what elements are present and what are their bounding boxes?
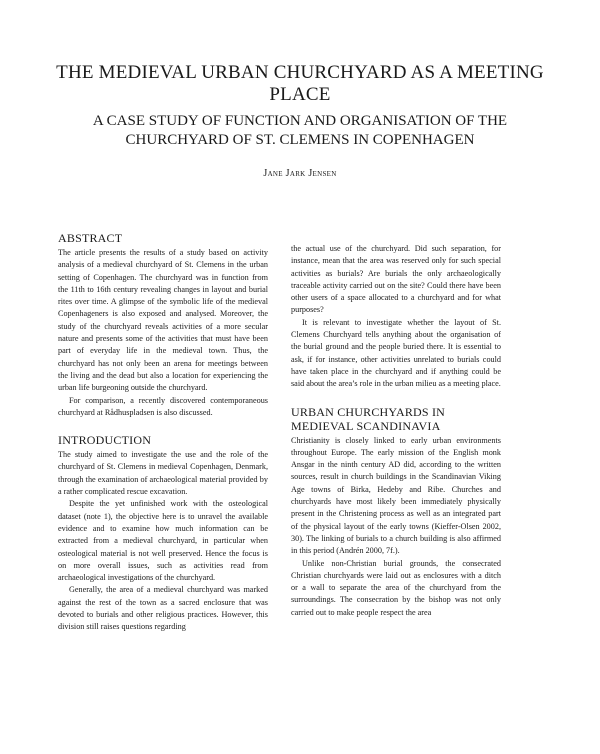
right-column: [291, 243, 501, 619]
scandinavia-paragraph-1: Christianity is closely linked to early urban environments throughout Europe. The early mission of the English monk Ansgar in the ninth century AD did, according to the written sources, result in church buildings in the Scandinavian Viking Age towns of Birka, Hedeby and Ribe. Churches and churchyards have most likely been immediately physically present in the Christening process as well as an integrated part of the physical layout of the early towns (Kieffer-Olsen 2002, 30). The linking of burials to a church building is also affirmed in this period (Andrén 2000, 7f.).: [291, 435, 501, 556]
main-title: THE MEDIEVAL URBAN CHURCHYARD AS A MEETING PLACE: [56, 62, 544, 105]
title-block: [40, 62, 560, 150]
introduction-paragraph-1: The study aimed to investigate the use and the role of the churchyard of St. Clemens in medieval Copenhagen, Denmark, through the examination of archaeological material provided by a rather complicated rescue excavation.: [58, 450, 268, 497]
right-paragraph-2: It is relevant to investigate whether the layout of St. Clemens Churchyard tells anything about the organisation of the burial ground and the people buried there. It is essential to ask, if for instance, other activities unrelated to burials could have taken place in the churchyard and if anything could be said about the area’s role in the urban milieu as a meeting place.: [291, 317, 501, 389]
introduction-paragraph-2: Despite the yet unfinished work with the osteological dataset (note 1), the objective here is to unravel the available evidence and to examine how much information can be extracted from a medieval churchyard, in particular when osteological material is not well preserved. Hence the focus is on more overall issues, such as activities read from archaeological investigations of the churchyard.: [58, 499, 268, 583]
right-paragraph-1: the actual use of the churchyard. Did such separation, for instance, mean that the area was reserved only for such special activities as burials? Are burials the only archaeologically traceable activity carried out on the site? Could there have been other users of a space allocated to a churchyard and for what purposes?: [291, 244, 501, 315]
abstract-heading: ABSTRACT: [58, 231, 123, 245]
introduction-paragraph-3: Generally, the area of a medieval churchyard was marked against the rest of the town as a sacred enclosure that was devoted to burials and other religious practices. However, this division still raises questions regarding: [58, 585, 268, 632]
abstract-paragraph-1: The article presents the results of a study based on activity analysis of a medieval churchyard of St. Clemens in the urban setting of Copenhagen. The churchyard was in function from the 11th to 16th century revealing changes in layout and burial rites over time. A glimpse of the symbolic life of the medieval Copenhageners is also exposed and analysed. Moreover, the study of the churchyard reveals activities of a more secular nature and presents some of the activities that must have been part of everyday life in the medieval town. Thus, the churchyard has not only been an arena for meetings between the living and the dead but also a location for experiencing the urban life burgeoning outside the churchyard.: [58, 248, 268, 393]
scandinavia-paragraph-2: Unlike non-Christian burial grounds, the consecrated Christian churchyards were laid out as enclosures with a ditch or a wall to separate the area of the churchyard from the surroundings. The consecration by the bishop was not only carried out to make people respect the area: [291, 558, 501, 617]
author-name: Jane Jark Jensen: [263, 168, 337, 179]
introduction-heading: INTRODUCTION: [58, 433, 152, 448]
left-column: [58, 231, 268, 634]
scandinavia-heading: URBAN CHURCHYARDS IN MEDIEVAL SCANDINAVIA: [291, 404, 446, 433]
abstract-paragraph-2: For comparison, a recently discovered contemporaneous churchyard at Rådhuspladsen is also discussed.: [58, 395, 268, 417]
subtitle: A CASE STUDY OF FUNCTION AND ORGANISATION OF THE CHURCHYARD OF ST. CLEMENS IN COPENHAGEN: [92, 113, 508, 148]
